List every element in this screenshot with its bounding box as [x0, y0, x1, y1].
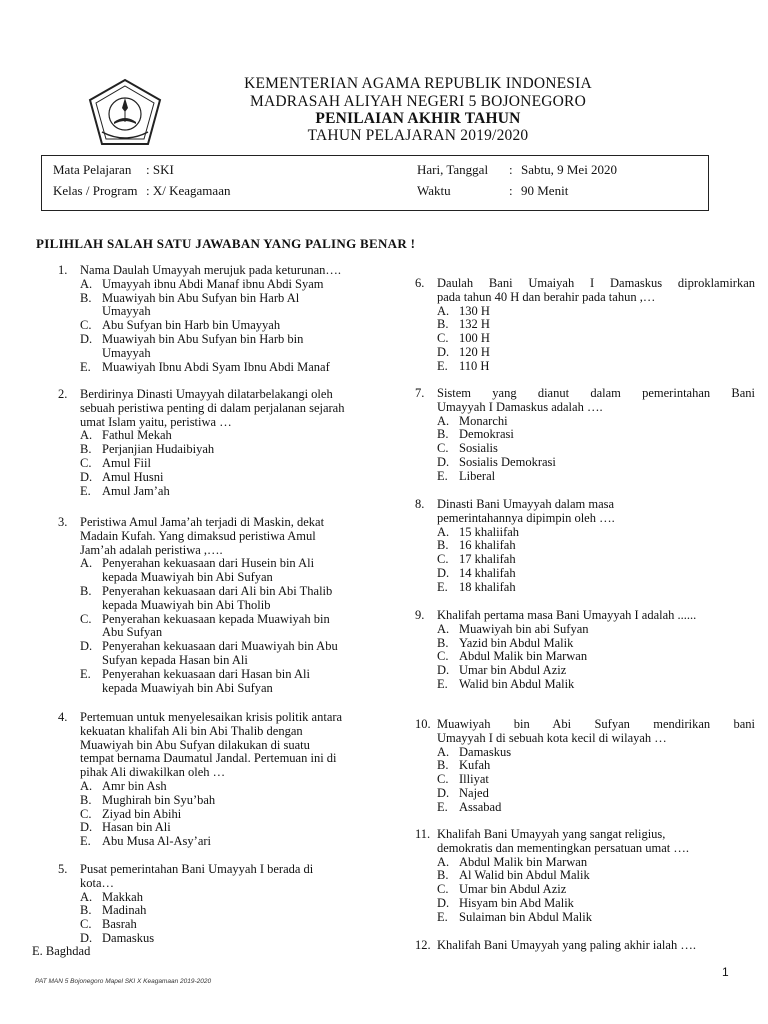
option-text: Umayyah ibnu Abdi Manaf ibnu Abdi Syam — [102, 276, 324, 291]
question-text-line: Nama Daulah Umayyah merujuk pada keturunan…. — [80, 263, 342, 277]
option-text: 130 H — [459, 303, 490, 318]
option-text: Madinah — [102, 903, 147, 918]
option-text: Monarchi — [459, 413, 508, 428]
option-text: 17 khalifah — [459, 552, 516, 567]
time-label: Waktu — [417, 183, 451, 198]
question-text-line: Umayyah I Damaskus adalah …. — [437, 399, 603, 414]
option-text: Liberal — [459, 468, 496, 483]
option-letter: B. — [80, 442, 92, 457]
question-text-line: Muawiyah bin Abi Sufyan mendirikan bani — [437, 717, 755, 731]
option-text: Abu Musa Al-Asy’ari — [102, 834, 212, 849]
exam-info-box — [41, 155, 709, 211]
question-text-line: umat Islam yaitu, peristiwa … — [80, 414, 232, 429]
option-text: Umayyah — [102, 345, 151, 360]
header-exam-title: PENILAIAN AKHIR TAHUN — [315, 110, 521, 127]
subject-label: Mata Pelajaran — [53, 162, 132, 177]
option-letter: A. — [437, 524, 450, 539]
option-text: 132 H — [459, 317, 490, 332]
option-letter: D. — [437, 663, 450, 678]
option-letter: C. — [80, 456, 92, 470]
option-text: Walid bin Abdul Malik — [459, 677, 575, 691]
option-letter: E. — [80, 359, 91, 374]
question-text-line: sebuah peristiwa penting di dalam perjalanan sejarah — [80, 400, 345, 415]
question-number: 4. — [58, 710, 68, 724]
question-number: 2. — [58, 387, 68, 401]
option-letter: A. — [437, 854, 450, 869]
option-text: Muawiyah bin Abu Sufyan bin Harb Al — [102, 290, 300, 305]
option-letter: B. — [437, 427, 449, 442]
subject-value: : SKI — [146, 162, 174, 177]
option-letter: A. — [80, 428, 93, 443]
option-letter: A. — [437, 744, 450, 759]
stray-option-e: E. Baghdad — [32, 944, 91, 958]
option-text: Penyerahan kekuasaan dari Muawiyah bin Abu — [102, 639, 338, 654]
option-letter: D. — [437, 896, 450, 910]
option-text: Hisyam bin Abd Malik — [459, 896, 574, 910]
question-text-line: Sistem yang dianut dalam pemerintahan Bani — [437, 386, 755, 400]
option-letter: C. — [80, 611, 92, 626]
option-text: Amul Fiil — [102, 456, 151, 470]
option-letter: A. — [80, 889, 93, 904]
option-text: Yazid bin Abdul Malik — [459, 635, 574, 650]
ministry-emblem-logo — [88, 78, 162, 148]
question-text-line: tempat bernama Daumatul Jandal. Pertemuan ini di — [80, 751, 337, 766]
question-text-line: Dinasti Bani Umayyah dalam masa — [437, 497, 615, 511]
option-letter: B. — [437, 538, 449, 553]
question-text-line: Muawiyah bin Abu Sufyan dilakukan di suatu — [80, 737, 310, 752]
option-text: Amul Husni — [102, 469, 164, 484]
question-text-line: Umayyah I di sebuah kota kecil di wilayah … — [437, 730, 667, 745]
day-value: Sabtu, 9 Mei 2020 — [521, 162, 618, 177]
instruction-heading: PILIHLAH SALAH SATU JAWABAN YANG PALING BENAR ! — [36, 236, 416, 251]
option-letter: E. — [437, 579, 448, 594]
option-letter: C. — [437, 649, 449, 664]
option-letter: E. — [437, 358, 448, 373]
class-label: Kelas / Program — [53, 183, 138, 198]
option-letter: C. — [437, 882, 449, 897]
option-letter: C. — [437, 552, 449, 567]
option-letter: E. — [437, 677, 448, 691]
option-letter: D. — [80, 469, 93, 484]
option-text: Damaskus — [459, 744, 512, 759]
option-text: Abdul Malik bin Marwan — [459, 649, 588, 664]
question-text-line: Peristiwa Amul Jama’ah terjadi di Maskin, dekat — [80, 515, 325, 529]
option-text: Abu Sufyan bin Harb bin Umayyah — [102, 318, 281, 333]
question-text-line: pihak Ali diwakilkan oleh … — [80, 765, 226, 780]
option-text: Umar bin Abdul Aziz — [459, 663, 567, 678]
option-text: Amul Jam’ah — [102, 483, 170, 498]
option-letter: C. — [437, 441, 449, 456]
option-text: Amr bin Ash — [102, 779, 167, 793]
option-text: Perjanjian Hudaibiyah — [102, 442, 215, 457]
option-text: kepada Muawiyah bin Abi Sufyan — [102, 680, 273, 695]
option-text: 15 khaliifah — [459, 524, 520, 539]
option-text: Sufyan kepada Hasan bin Ali — [102, 652, 248, 667]
question-text-line: Khalifah Bani Umayyah yang sangat religius, — [437, 827, 666, 841]
question-number: 6. — [415, 276, 425, 290]
question-text-line: Khalifah pertama masa Bani Umayyah I adalah ...... — [437, 608, 697, 622]
question-number: 10. — [415, 717, 431, 731]
option-letter: E. — [437, 799, 448, 814]
option-text: Makkah — [102, 889, 143, 904]
header-ministry: KEMENTERIAN AGAMA REPUBLIK INDONESIA — [244, 75, 592, 92]
option-text: Sosialis Demokrasi — [459, 455, 556, 469]
option-letter: C. — [80, 917, 92, 932]
option-text: Muawiyah bin abi Sufyan — [459, 621, 589, 636]
option-letter: D. — [437, 455, 450, 469]
question-text-line: Pusat pemerintahan Bani Umayyah I berada di — [80, 862, 314, 876]
option-letter: B. — [437, 635, 449, 650]
option-letter: A. — [437, 303, 450, 318]
option-letter: C. — [437, 331, 449, 346]
option-text: 14 khalifah — [459, 566, 516, 580]
option-text: Penyerahan kekuasaan dari Husein bin Ali — [102, 556, 315, 571]
page-footer: PAT MAN 5 Bojonegoro Mapel SKI X Keagamaan 2019-2020 — [35, 978, 212, 985]
option-letter: D. — [437, 786, 450, 800]
option-text: kepada Muawiyah bin Abi Tholib — [102, 597, 271, 612]
option-text: Kufah — [459, 758, 491, 773]
option-text: Penyerahan kekuasaan kepada Muawiyah bin — [102, 611, 330, 626]
option-text: kepada Muawiyah bin Abi Sufyan — [102, 570, 273, 585]
option-letter: E. — [437, 468, 448, 483]
option-text: Demokrasi — [459, 427, 514, 442]
question-text-line: demokratis dan mementingkan persatuan umat …. — [437, 840, 690, 855]
question-text-line: Jam’ah adalah peristiwa ,…. — [80, 542, 223, 557]
option-letter: D. — [80, 931, 93, 945]
option-letter: B. — [80, 584, 92, 598]
option-text: Penyerahan kekuasaan dari Ali bin Abi Thalib — [102, 584, 333, 598]
option-text: Basrah — [102, 917, 137, 932]
option-letter: B. — [80, 290, 92, 305]
option-text: 110 H — [459, 358, 490, 373]
option-letter: B. — [80, 903, 92, 918]
option-text: Sulaiman bin Abdul Malik — [459, 909, 592, 924]
option-text: 18 khalifah — [459, 579, 516, 594]
option-letter: B. — [437, 317, 449, 332]
option-text: 16 khalifah — [459, 538, 516, 553]
question-text-line: Berdirinya Dinasti Umayyah dilatarbelakangi oleh — [80, 387, 333, 401]
option-letter: B. — [437, 758, 449, 773]
option-text: Abu Sufyan — [102, 625, 163, 640]
option-letter: A. — [437, 621, 450, 636]
option-letter: E. — [80, 483, 91, 498]
question-text-line: kekuatan khalifah Ali bin Abi Thalib dengan — [80, 723, 303, 738]
question-number: 9. — [415, 608, 425, 622]
option-letter: B. — [80, 792, 92, 807]
option-text: Sosialis — [459, 441, 498, 456]
option-text: Umar bin Abdul Aziz — [459, 882, 567, 897]
option-letter: D. — [80, 820, 93, 835]
option-text: 100 H — [459, 331, 490, 346]
question-text-line: kota… — [80, 875, 115, 890]
question-number: 11. — [415, 827, 431, 841]
question-number: 5. — [58, 862, 68, 876]
option-letter: E. — [80, 834, 91, 849]
header-academic-year: TAHUN PELAJARAN 2019/2020 — [307, 127, 529, 144]
question-text-line: pemerintahannya dipimpin oleh …. — [437, 510, 615, 525]
option-text: Ziyad bin Abihi — [102, 806, 182, 821]
option-text: Mughirah bin Syu’bah — [102, 792, 216, 807]
question-number: 8. — [415, 497, 425, 511]
option-letter: A. — [437, 413, 450, 428]
page-number: 1 — [722, 965, 729, 979]
question-text-line: Khalifah Bani Umayyah yang paling akhir ialah …. — [437, 938, 696, 952]
option-letter: C. — [80, 318, 92, 333]
option-letter: D. — [437, 345, 450, 359]
option-letter: D. — [80, 332, 93, 346]
option-letter: B. — [437, 868, 449, 883]
question-text-line: Pertemuan untuk menyelesaikan krisis politik antara — [80, 710, 343, 724]
option-letter: A. — [80, 556, 93, 571]
option-letter: A. — [80, 779, 93, 793]
option-text: Al Walid bin Abdul Malik — [459, 868, 590, 883]
day-label: Hari, Tanggal — [417, 162, 489, 177]
question-number: 12. — [415, 938, 431, 952]
option-letter: D. — [437, 566, 450, 580]
option-text: Penyerahan kekuasaan dari Hasan bin Ali — [102, 666, 310, 681]
question-number: 1. — [58, 263, 68, 277]
question-number: 3. — [58, 515, 68, 529]
option-text: Assabad — [459, 799, 502, 814]
option-text: Fathul Mekah — [102, 428, 172, 443]
option-text: Hasan bin Ali — [102, 820, 171, 835]
question-text-line: pada tahun 40 H dan berahir pada tahun ,… — [437, 289, 656, 304]
header-school: MADRASAH ALIYAH NEGERI 5 BOJONEGORO — [250, 93, 586, 110]
option-letter: E. — [80, 666, 91, 681]
option-text: 120 H — [459, 345, 490, 359]
question-number: 7. — [415, 386, 425, 400]
question-text-line: Daulah Bani Umaiyah I Damaskus diproklamirkan — [437, 276, 755, 290]
option-letter: A. — [80, 276, 93, 291]
time-value: 90 Menit — [521, 183, 569, 198]
day-separator: : — [509, 162, 513, 177]
question-text-line: Madain Kufah. Yang dimaksud peristiwa Amul — [80, 528, 316, 543]
option-text: Umayyah — [102, 304, 151, 319]
option-text: Muawiyah Ibnu Abdi Syam Ibnu Abdi Manaf — [102, 359, 330, 374]
time-separator: : — [509, 183, 513, 198]
option-text: Najed — [459, 786, 489, 800]
class-value: : X/ Keagamaan — [146, 183, 231, 198]
option-text: Muawiyah bin Abu Sufyan bin Harb bin — [102, 332, 304, 346]
option-letter: D. — [80, 639, 93, 654]
option-text: Illiyat — [459, 772, 489, 787]
option-letter: C. — [80, 806, 92, 821]
option-text: Abdul Malik bin Marwan — [459, 854, 588, 869]
option-text: Damaskus — [102, 931, 155, 945]
option-letter: E. — [437, 909, 448, 924]
option-letter: C. — [437, 772, 449, 787]
